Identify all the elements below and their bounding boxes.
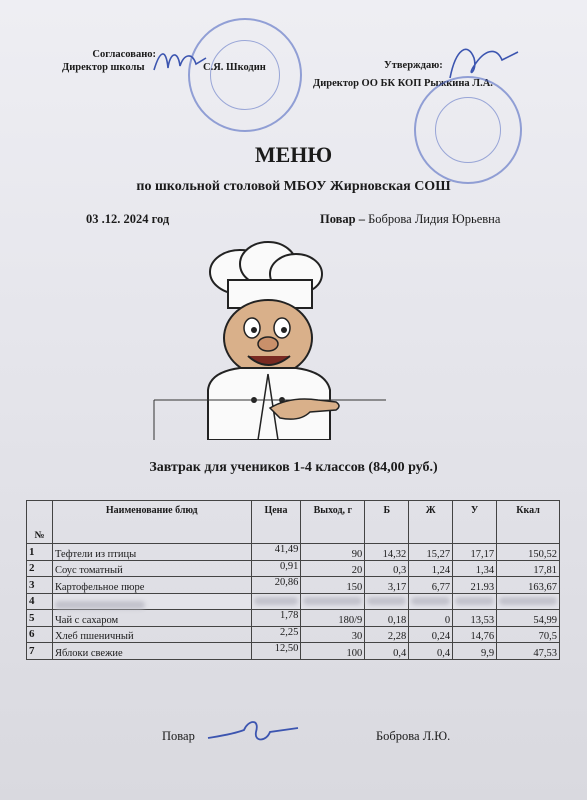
cook-name: Боброва Лидия Юрьевна bbox=[368, 212, 501, 226]
table-row bbox=[27, 610, 560, 627]
dish-yield: 30 bbox=[301, 626, 365, 643]
col-name: Наименование блюд bbox=[52, 501, 251, 544]
col-carbs: У bbox=[453, 501, 497, 544]
dish-protein-redacted bbox=[365, 593, 409, 610]
col-price: Цена bbox=[251, 501, 301, 544]
page-subtitle: по школьной столовой МБОУ Жирновская СОШ bbox=[136, 179, 451, 194]
dish-carbs: 9,9 bbox=[453, 643, 497, 660]
dish-name: Картофельное пюре bbox=[52, 577, 251, 594]
dish-kcal: 70,5 bbox=[497, 626, 560, 643]
footer-cook-name: Боброва Л.Ю. bbox=[376, 729, 451, 743]
dish-price: 1,78 bbox=[251, 610, 301, 627]
director-label: Директор школы bbox=[62, 62, 145, 73]
dish-fat: 6,77 bbox=[409, 577, 453, 594]
row-num: 1 bbox=[27, 544, 53, 561]
dish-fat: 0,24 bbox=[409, 626, 453, 643]
footer-cook-label: Повар bbox=[162, 729, 195, 743]
dish-yield: 180/9 bbox=[301, 610, 365, 627]
dish-fat: 0 bbox=[409, 610, 453, 627]
col-yield: Выход, г bbox=[301, 501, 365, 544]
director-name: С.Я. Шкодин bbox=[203, 62, 266, 73]
row-num: 3 bbox=[27, 577, 53, 594]
table-header-row bbox=[27, 501, 560, 544]
menu-date: 03 .12. 2024 год bbox=[86, 212, 170, 226]
table-row-redacted bbox=[27, 593, 560, 610]
cook-signature bbox=[204, 712, 304, 752]
dish-kcal: 163,67 bbox=[497, 577, 560, 594]
col-num: № bbox=[27, 501, 53, 544]
approve-label: Утверждаю: bbox=[384, 60, 443, 71]
dish-yield: 90 bbox=[301, 544, 365, 561]
dish-protein: 0,18 bbox=[365, 610, 409, 627]
row-num: 4 bbox=[27, 593, 53, 610]
dish-name: Чай с сахаром bbox=[52, 610, 251, 627]
dish-kcal-redacted bbox=[497, 593, 560, 610]
row-num: 5 bbox=[27, 610, 53, 627]
dish-price: 20,86 bbox=[251, 577, 301, 594]
table-row bbox=[27, 560, 560, 577]
dish-name: Соус томатный bbox=[52, 560, 251, 577]
dish-carbs: 13,53 bbox=[453, 610, 497, 627]
dish-protein: 2,28 bbox=[365, 626, 409, 643]
org-director-label: Директор ОО БК КОП Рыжкина Л.А. bbox=[313, 78, 493, 89]
dish-price: 41,49 bbox=[251, 544, 301, 561]
table-row bbox=[27, 577, 560, 594]
org-director-signature bbox=[444, 38, 524, 88]
menu-table bbox=[26, 500, 560, 660]
table-row bbox=[27, 643, 560, 660]
dish-carbs-redacted bbox=[453, 593, 497, 610]
table-row bbox=[27, 626, 560, 643]
director-signature bbox=[150, 40, 210, 80]
dish-kcal: 54,99 bbox=[497, 610, 560, 627]
dish-yield-redacted bbox=[301, 593, 365, 610]
cook-line bbox=[320, 212, 500, 227]
dish-name: Тефтели из птицы bbox=[52, 544, 251, 561]
dish-price: 0,91 bbox=[251, 560, 301, 577]
dish-yield: 20 bbox=[301, 560, 365, 577]
chef-illustration bbox=[150, 240, 390, 440]
dish-price: 2,25 bbox=[251, 626, 301, 643]
dish-protein: 0,3 bbox=[365, 560, 409, 577]
dish-kcal: 17,81 bbox=[497, 560, 560, 577]
page-title: МЕНЮ bbox=[254, 142, 333, 167]
dish-price: 12,50 bbox=[251, 643, 301, 660]
dish-carbs: 1,34 bbox=[453, 560, 497, 577]
dish-fat-redacted bbox=[409, 593, 453, 610]
dish-carbs: 21.93 bbox=[453, 577, 497, 594]
row-num: 7 bbox=[27, 643, 53, 660]
row-num: 6 bbox=[27, 626, 53, 643]
col-protein: Б bbox=[365, 501, 409, 544]
dish-fat: 1,24 bbox=[409, 560, 453, 577]
dish-yield: 150 bbox=[301, 577, 365, 594]
dish-carbs: 17,17 bbox=[453, 544, 497, 561]
meal-title: Завтрак для учеников 1-4 классов (84,00 руб.) bbox=[149, 460, 438, 475]
col-kcal: Ккал bbox=[497, 501, 560, 544]
dish-protein: 0,4 bbox=[365, 643, 409, 660]
dish-price-redacted bbox=[251, 593, 301, 610]
dish-carbs: 14,76 bbox=[453, 626, 497, 643]
table-row bbox=[27, 544, 560, 561]
cook-label: Повар – bbox=[320, 212, 365, 226]
dish-protein: 14,32 bbox=[365, 544, 409, 561]
dish-kcal: 47,53 bbox=[497, 643, 560, 660]
dish-name: Яблоки свежие bbox=[52, 643, 251, 660]
dish-protein: 3,17 bbox=[365, 577, 409, 594]
dish-yield: 100 bbox=[301, 643, 365, 660]
dish-kcal: 150,52 bbox=[497, 544, 560, 561]
dish-name-redacted bbox=[52, 593, 251, 610]
row-num: 2 bbox=[27, 560, 53, 577]
approved-label: Согласовано: bbox=[92, 49, 156, 60]
dish-name: Хлеб пшеничный bbox=[52, 626, 251, 643]
col-fat: Ж bbox=[409, 501, 453, 544]
dish-fat: 0,4 bbox=[409, 643, 453, 660]
dish-fat: 15,27 bbox=[409, 544, 453, 561]
